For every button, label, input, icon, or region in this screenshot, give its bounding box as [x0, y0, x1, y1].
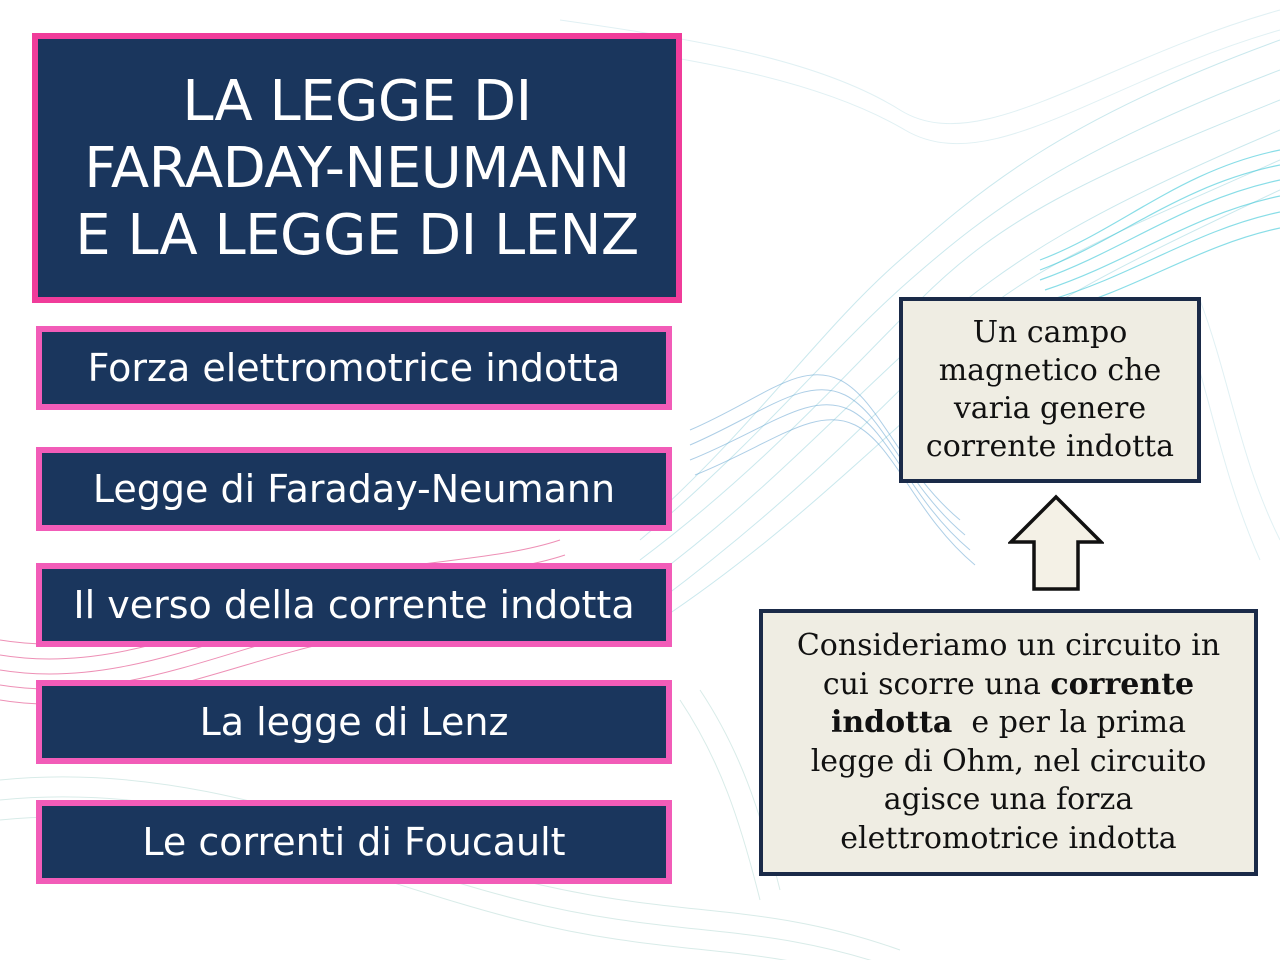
menu-item-faraday-neumann[interactable]	[36, 447, 672, 531]
note-bottom-line-3	[797, 704, 1220, 743]
note-bottom-line-5: agisce una forza	[883, 782, 1134, 817]
slide-title	[32, 33, 682, 303]
note-top-line-2: magnetico che	[938, 353, 1162, 388]
menu-item-legge-lenz[interactable]	[36, 680, 672, 764]
menu-item-label: La legge di Lenz	[199, 700, 509, 744]
menu-item-label: Il verso della corrente indotta	[73, 583, 635, 627]
note-bottom-bold-indotta: indotta	[830, 705, 953, 740]
title-line-3: E LA LEGGE DI LENZ	[75, 202, 639, 268]
menu-item-label: Legge di Faraday-Neumann	[92, 467, 616, 511]
slide-title-text	[75, 68, 639, 269]
menu-item-verso-corrente[interactable]	[36, 563, 672, 647]
note-campo-magnetico	[899, 297, 1201, 483]
menu-item-label: Le correnti di Foucault	[142, 820, 566, 864]
menu-item-correnti-foucault[interactable]	[36, 800, 672, 884]
note-bottom-line-4: legge di Ohm, nel circuito	[810, 743, 1207, 779]
note-bottom-line-6: elettromotrice indotta	[840, 820, 1177, 856]
note-top-line-3: varia genere	[953, 391, 1147, 426]
note-bottom-bold-corrente: corrente	[1050, 666, 1195, 702]
title-line-1: LA LEGGE DI	[182, 68, 532, 134]
note-top-line-4: corrente indotta	[925, 429, 1175, 464]
menu-item-forza-elettromotrice[interactable]	[36, 326, 672, 410]
title-line-2: FARADAY-NEUMANN	[84, 135, 630, 201]
note-bottom-line-2	[797, 666, 1220, 705]
note-top-line-1: Un campo	[972, 315, 1128, 350]
note-bottom-line-1: Consideriamo un circuito in	[796, 628, 1221, 663]
note-circuito	[759, 609, 1258, 876]
menu-item-label: Forza elettromotrice indotta	[87, 346, 621, 390]
arrow-up-icon	[1008, 494, 1104, 592]
note-bottom-line-3-text: e per la prima	[952, 705, 1187, 740]
note-bottom-line-2-text: cui scorre una	[822, 666, 1051, 702]
